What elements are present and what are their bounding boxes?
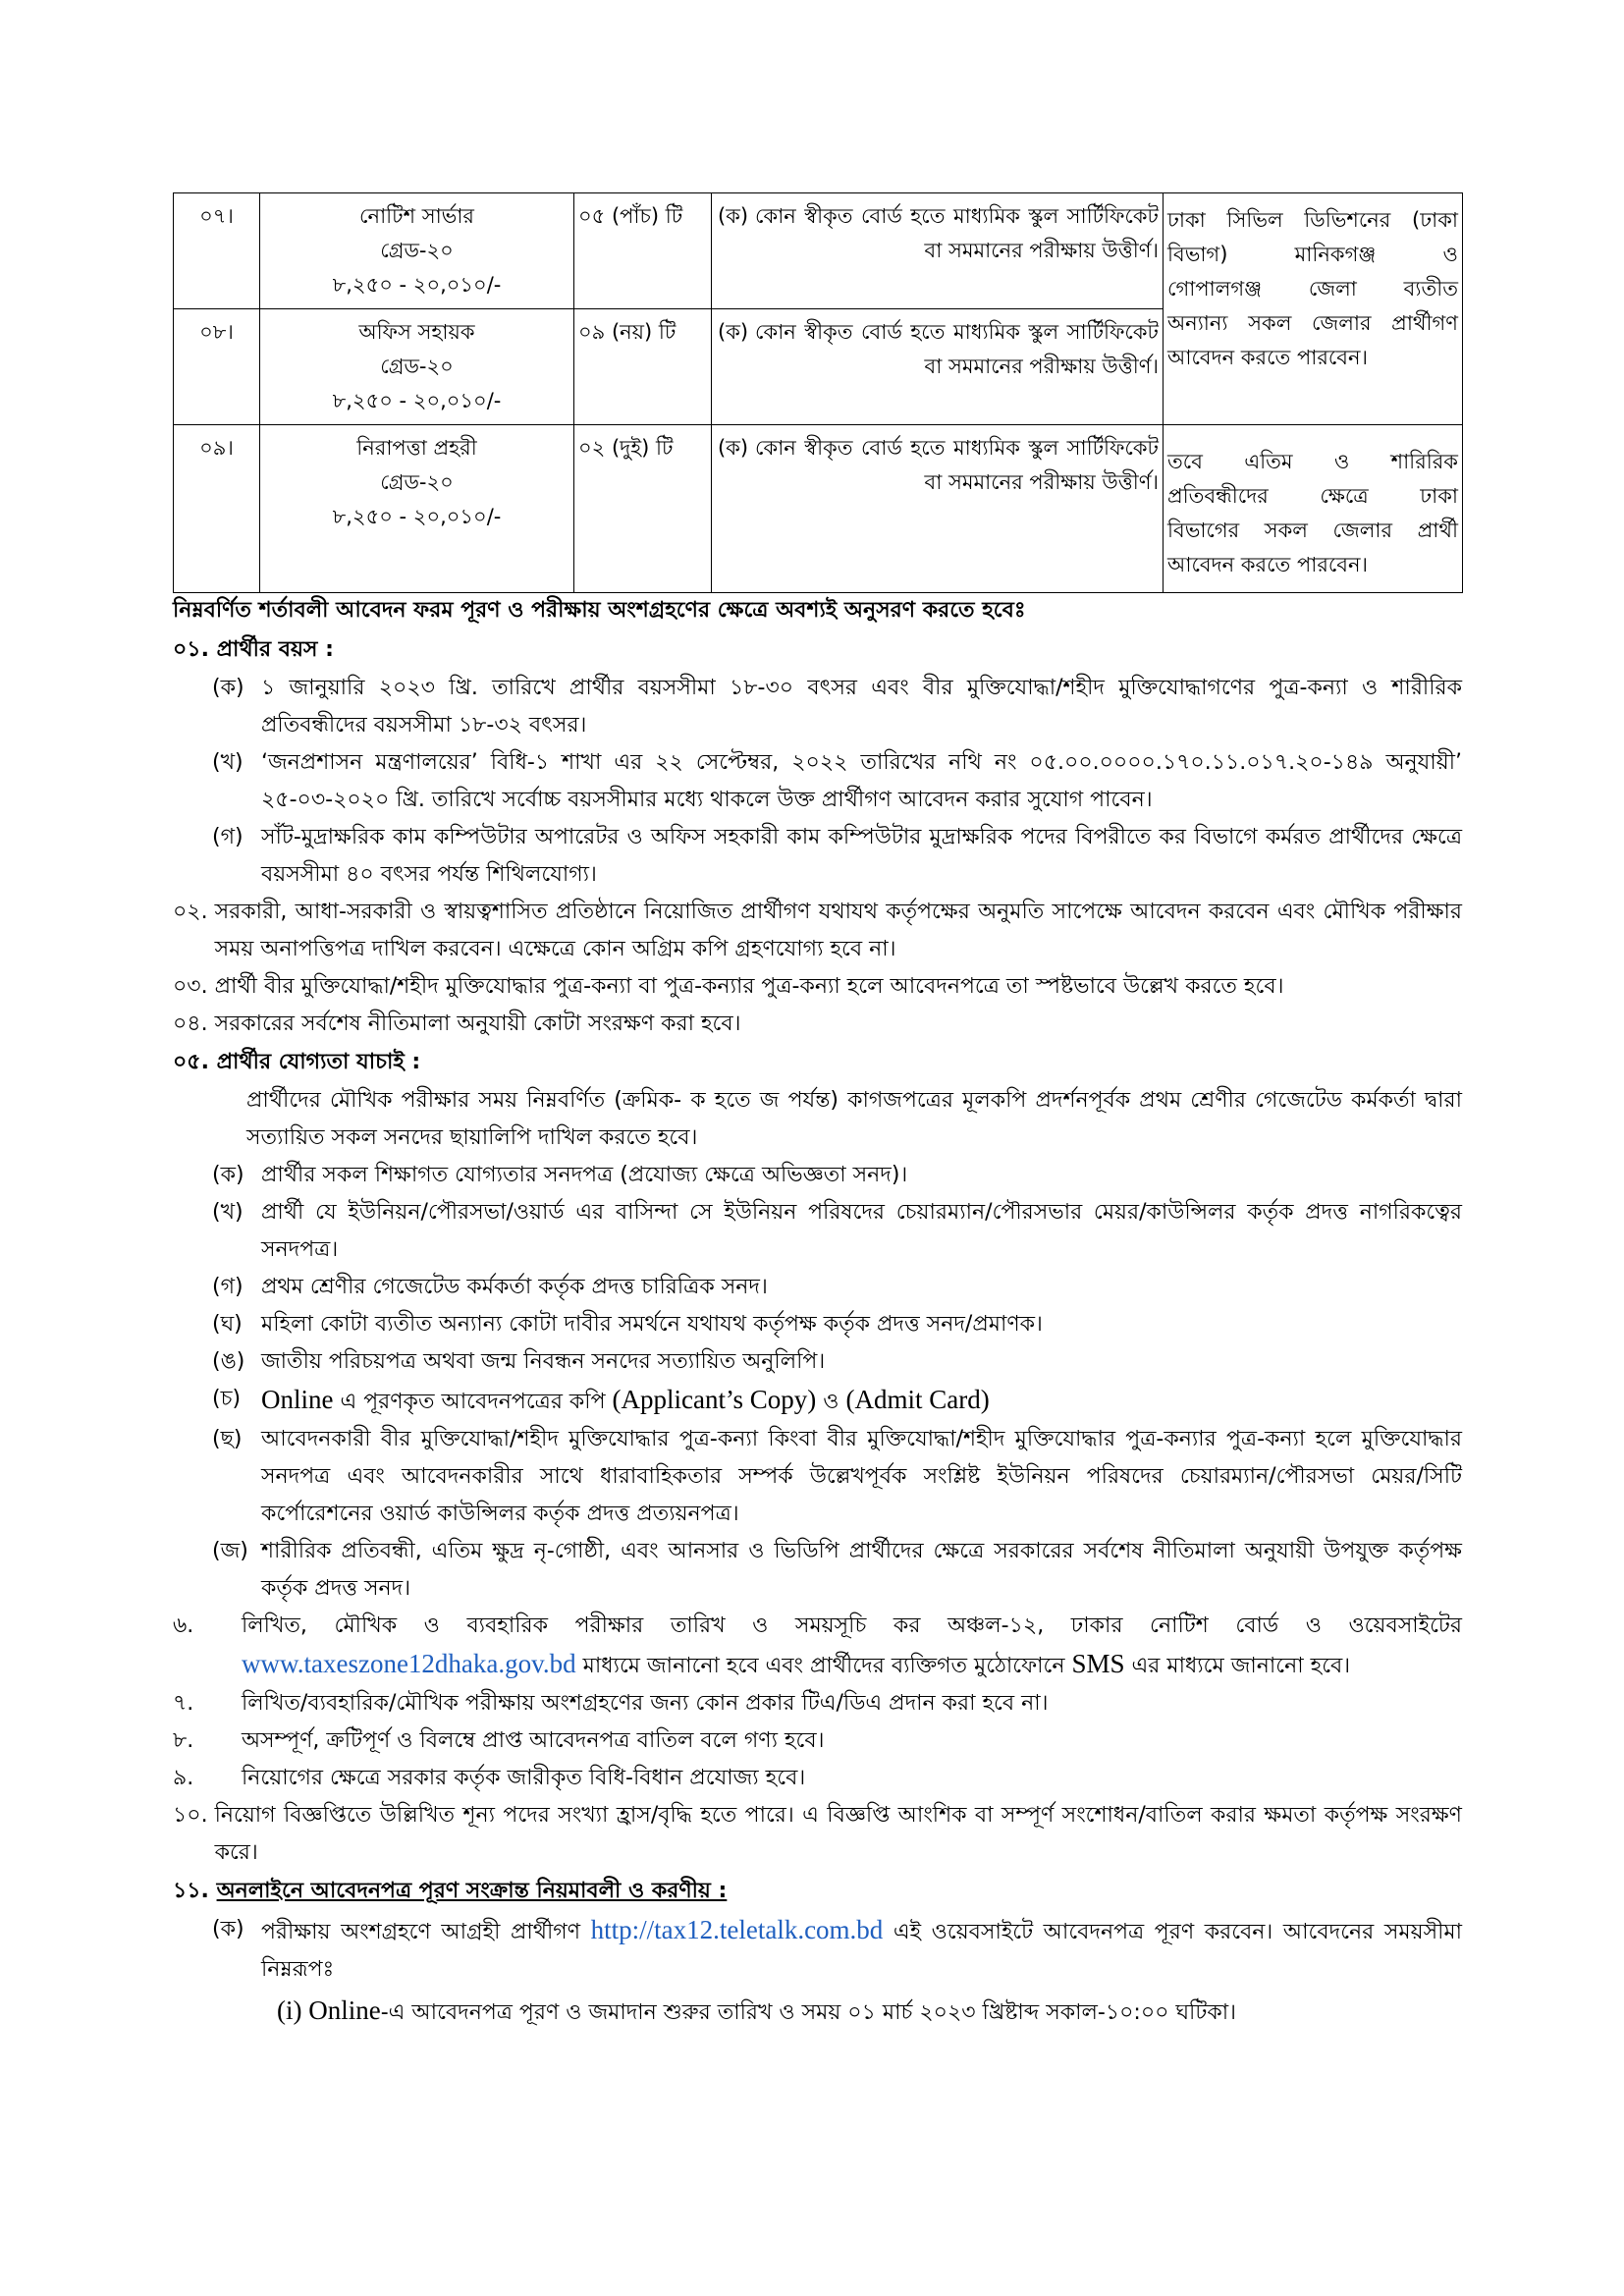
- item-marker: (ছ): [212, 1427, 243, 1451]
- post-cell: [260, 309, 574, 425]
- item-text: পরীক্ষায় অংশগ্রহণে আগ্রহী প্রার্থীগণ http://tax12.teletalk.com.bd এই ওয়েবসাইটে আবেদনপত্র পূরণ করবেন। আবেদনের সময়সীমা নিম্নরূপঃ: [261, 1915, 1462, 1982]
- district-note-line: বিভাগের সকল জেলার প্রার্থী: [1167, 519, 1458, 542]
- item-marker: ১০.: [173, 1803, 215, 1828]
- list-item: [173, 1533, 1462, 1608]
- item-text: লিখিত, মৌখিক ও ব্যবহারিক পরীক্ষার তারিখ ও সময়সূচি কর অঞ্চল-১২, ঢাকার নোটিশ বোর্ড ও ওয়েবসাইটের www.taxeszone12dhaka.gov.bd মাধ্যমে জানানো হবে এবং প্রার্থীদের ব্যক্তিগত মুঠোফোনে SMS এর মাধ্যমে জানানো হবে।: [242, 1613, 1462, 1678]
- item-text: সাঁট-মুদ্রাক্ষরিক কাম কম্পিউটার অপারেটর ও অফিস সহকারী কাম কম্পিউটার মুদ্রাক্ষরিক পদের বিপরীতে কর বিভাগে কর্মরত প্রার্থীদের ক্ষেত্রে বয়সসীমা ৪০ বৎসর পর্যন্ত শিথিলযোগ্য।: [261, 825, 1462, 887]
- condition-item: [173, 1685, 1462, 1722]
- list-item: [173, 670, 1462, 744]
- list-item: [173, 1421, 1462, 1533]
- item-text: আবেদনকারী বীর মুক্তিযোদ্ধা/শহীদ মুক্তিযোদ্ধার পুত্র-কন্যা কিংবা বীর মুক্তিযোদ্ধা/শহীদ মুক্তিযোদ্ধার পুত্র-কন্যার পুত্র-কন্যা হলে মুক্তিযোদ্ধার সনদপত্র এবং আবেদনকারীর সাথে ধারাবাহিকতার সম্পর্ক উল্লেখপূর্বক সংশ্লিষ্ট ইউনিয়ন পরিষদের চেয়ারম্যান/পৌরসভা মেয়র/সিটি কর্পোরেশনের ওয়ার্ড কাউন্সিলর কর্তৃক প্রদত্ত প্রত্যয়নপত্র।: [261, 1427, 1462, 1526]
- conditions-heading: নিম্নবর্ণিত শর্তাবলী আবেদন ফরম পূরণ ও পরীক্ষায় অংশগ্রহণের ক্ষেত্রে অবশ্যই অনুসরণ করতে হবেঃ: [173, 598, 1026, 623]
- condition-item: [173, 1797, 1462, 1872]
- list-item: [173, 1381, 1462, 1421]
- district-note-line: আবেদন করতে পারবেন।: [1167, 553, 1369, 576]
- district-note-cell: [1164, 425, 1463, 593]
- post-name: অফিস সহায়ক: [358, 320, 475, 344]
- qualification-cell: [712, 193, 1164, 309]
- district-note-line: ঢাকা সিভিল ডিভিশনের (ঢাকা: [1167, 208, 1458, 232]
- condition-item: [173, 1608, 1462, 1685]
- item-text: সরকারী, আধা-সরকারী ও স্বায়ত্বশাসিত প্রতিষ্ঠানে নিয়োজিত প্রার্থীগণ যথাযথ কর্তৃপক্ষের অনুমতি সাপেক্ষে আবেদন করবেন এবং মৌখিক পরীক্ষার সময় অনাপত্তিপত্র দাখিল করবেন। এক্ষেত্রে কোন অগ্রিম কপি গ্রহণযোগ্য হবে না।: [214, 900, 1462, 961]
- item-text: প্রার্থী বীর মুক্তিযোদ্ধা/শহীদ মুক্তিযোদ্ধার পুত্র-কন্যা বা পুত্র-কন্যার পুত্র-কন্যা হলে আবেদনপত্রে তা স্পষ্টভাবে উল্লেখ করতে হবে।: [214, 974, 1284, 999]
- conditions-section: [173, 591, 1462, 2035]
- item-marker: (ঙ): [212, 1349, 245, 1374]
- item-marker: ০২.: [173, 900, 215, 924]
- qualification-text: কোন স্বীকৃত বোর্ড হতে মাধ্যমিক স্কুল সার্টিফিকেট বা সমমানের পরীক্ষায় উত্তীর্ণ।: [755, 320, 1159, 378]
- item-marker: (ক): [212, 676, 244, 700]
- item-text: ‘জনপ্রশাসন মন্ত্রণালয়ের’ বিধি-১ শাখা এর ২২ সেপ্টেম্বর, ২০২২ তারিখের নথি নং ০৫.০০.০০০০.১৭০.১১.০১৭.২০-১৪৯ অনুযায়ী’ ২৫-০৩-২০২০ খ্রি. তারিখে সর্বোচ্চ বয়সসীমার মধ্যে থাকলে উক্ত প্রার্থীগণ আবেদন করার সুযোগ পাবেন।: [261, 750, 1462, 812]
- item-marker: ৮.: [173, 1728, 194, 1753]
- post-count: ০২ (দুই) টি: [574, 425, 712, 593]
- item-marker: (ক): [212, 1163, 244, 1187]
- post-salary: ৮,২৫০ - ২০,০১০/-: [332, 389, 502, 412]
- qualification-cell: [712, 309, 1164, 425]
- item-marker: (খ): [212, 1200, 244, 1225]
- posts-table: [173, 192, 1463, 593]
- list-item: [173, 1911, 1462, 1989]
- qualification-marker: (ক): [718, 204, 749, 228]
- condition-item: [173, 1722, 1462, 1760]
- serial-cell: ০৮।: [174, 309, 260, 425]
- application-site-link[interactable]: http://tax12.teletalk.com.bd: [590, 1915, 884, 1944]
- item-text: জাতীয় পরিচয়পত্র অথবা জন্ম নিবন্ধন সনদের সত্যায়িত অনুলিপি।: [261, 1349, 826, 1374]
- post-name: নিরাপত্তা প্রহরী: [356, 436, 477, 460]
- item-marker: ০৪.: [173, 1011, 215, 1036]
- district-note-line: আবেদন করতে পারবেন।: [1167, 346, 1369, 369]
- item-marker: (গ): [212, 825, 244, 849]
- post-salary: ৮,২৫০ - ২০,০১০/-: [332, 273, 502, 297]
- item-text: ১ জানুয়ারি ২০২৩ খ্রি. তারিখে প্রার্থীর বয়সসীমা ১৮-৩০ বৎসর এবং বীর মুক্তিযোদ্ধা/শহীদ মুক্তিযোদ্ধাগণের পুত্র-কন্যা ও শারীরিক প্রতিবন্ধীদের বয়সসীমা ১৮-৩২ বৎসর।: [261, 676, 1462, 738]
- district-note-line: প্রতিবন্ধীদের ক্ষেত্রে ঢাকা: [1167, 484, 1458, 508]
- section-online-title: [173, 1872, 1462, 1911]
- item-marker: (চ): [212, 1387, 242, 1411]
- list-item: [173, 744, 1462, 819]
- serial-cell: ০৯।: [174, 425, 260, 593]
- qualification-marker: (ক): [718, 320, 749, 344]
- condition-item: [173, 1006, 1462, 1043]
- item-text: Online এ পূরণকৃত আবেদনপত্রের কপি (Applicant’s Copy) ও (Admit Card): [261, 1385, 990, 1414]
- condition-item: [173, 1760, 1462, 1797]
- item-text: প্রার্থী যে ইউনিয়ন/পৌরসভা/ওয়ার্ড এর বাসিন্দা সে ইউনিয়ন পরিষদের চেয়ারম্যান/পৌরসভার মেয়র/কাউন্সিলর কর্তৃক প্রদত্ত নাগরিকত্বের সনদপত্র।: [261, 1200, 1462, 1262]
- qualification-text: কোন স্বীকৃত বোর্ড হতে মাধ্যমিক স্কুল সার্টিফিকেট বা সমমানের পরীক্ষায় উত্তীর্ণ।: [755, 204, 1159, 262]
- post-grade: গ্রেড-২০: [380, 355, 454, 378]
- qualification-cell: [712, 425, 1164, 593]
- qualification-text: কোন স্বীকৃত বোর্ড হতে মাধ্যমিক স্কুল সার্টিফিকেট বা সমমানের পরীক্ষায় উত্তীর্ণ।: [755, 436, 1159, 494]
- district-note-line: বিভাগ) মানিকগঞ্জ ও: [1167, 243, 1458, 266]
- post-salary: ৮,২৫০ - ২০,০১০/-: [332, 505, 502, 528]
- item-text: লিখিত/ব্যবহারিক/মৌখিক পরীক্ষায় অংশগ্রহণের জন্য কোন প্রকার টিএ/ডিএ প্রদান করা হবে না।: [242, 1691, 1049, 1716]
- district-note-line: অন্যান্য সকল জেলার প্রার্থীগণ: [1167, 311, 1458, 335]
- district-note-line: তবে এতিম ও শারিরিক: [1167, 450, 1458, 473]
- item-text: অনলাইনে আবেদনপত্র পূরণ সংক্রান্ত নিয়মাবলী ও করণীয় :: [216, 1879, 728, 1903]
- list-item: [173, 1269, 1462, 1306]
- serial-cell: ০৭।: [174, 193, 260, 309]
- item-text: নিয়োগ বিজ্ঞপ্তিতে উল্লিখিত শূন্য পদের সংখ্যা হ্রাস/বৃদ্ধি হতে পারে। এ বিজ্ঞপ্তি আংশিক বা সম্পূর্ণ সংশোধন/বাতিল করার ক্ষমতা কর্তৃপক্ষ সংরক্ষণ করে।: [214, 1803, 1462, 1865]
- item-marker: ০৩.: [173, 974, 215, 999]
- item-marker: (ঘ): [212, 1312, 243, 1337]
- section-age-title: ০১. প্রার্থীর বয়স :: [173, 637, 334, 662]
- eligibility-intro: প্রার্থীদের মৌখিক পরীক্ষার সময় নিম্নবর্ণিত (ক্রমিক- ক হতে জ পর্যন্ত) কাগজপত্রের মূলকপি প্রদর্শনপূর্বক প্রথম শ্রেণীর গেজেটেড কর্মকর্তা দ্বারা সত্যায়িত সকল সনদের ছায়ালিপি দাখিল করতে হবে।: [246, 1088, 1462, 1150]
- table-row: [174, 193, 1463, 309]
- item-text: অসম্পূর্ণ, ক্রটিপূর্ণ ও বিলম্বে প্রাপ্ত আবেদনপত্র বাতিল বলে গণ্য হবে।: [242, 1728, 825, 1753]
- list-item: [173, 1194, 1462, 1269]
- item-marker: (গ): [212, 1275, 244, 1299]
- post-grade: গ্রেড-২০: [380, 239, 454, 262]
- condition-item: [173, 968, 1462, 1006]
- item-marker: (জ): [212, 1539, 248, 1563]
- item-marker: ৭.: [173, 1691, 194, 1716]
- qualification-marker: (ক): [718, 436, 749, 460]
- website-link[interactable]: www.taxeszone12dhaka.gov.bd: [242, 1649, 576, 1678]
- post-cell: [260, 193, 574, 309]
- post-count: ০৯ (নয়) টি: [574, 309, 712, 425]
- item-text: শারীরিক প্রতিবন্ধী, এতিম ক্ষুদ্র নৃ-গোষ্ঠী, এবং আনসার ও ভিডিপি প্রার্থীদের ক্ষেত্রে সরকারের সর্বশেষ নীতিমালা অনুযায়ী উপযুক্ত কর্তৃপক্ষ কর্তৃক প্রদত্ত সনদ।: [261, 1539, 1462, 1601]
- item-marker: ৯.: [173, 1766, 194, 1790]
- district-note-cell: [1164, 193, 1463, 425]
- item-marker: (খ): [212, 750, 244, 775]
- post-cell: [260, 425, 574, 593]
- post-grade: গ্রেড-২০: [380, 470, 454, 494]
- list-item: [173, 1157, 1462, 1194]
- item-text: প্রার্থীর সকল শিক্ষাগত যোগ্যতার সনদপত্র (প্রযোজ্য ক্ষেত্রে অভিজ্ঞতা সনদ)।: [261, 1163, 908, 1187]
- item-text: নিয়োগের ক্ষেত্রে সরকার কর্তৃক জারীকৃত বিধি-বিধান প্রযোজ্য হবে।: [242, 1766, 806, 1790]
- post-name: নোটিশ সার্ভার: [359, 204, 474, 228]
- item-text: মহিলা কোটা ব্যতীত অন্যান্য কোটা দাবীর সমর্থনে যথাযথ কর্তৃপক্ষ কর্তৃক প্রদত্ত সনদ/প্রমাণক।: [261, 1312, 1043, 1337]
- table-row: [174, 425, 1463, 593]
- section-eligibility-title: ০৫. প্রার্থীর যোগ্যতা যাচাই :: [173, 1050, 421, 1074]
- list-item: [173, 819, 1462, 894]
- item-marker: (ক): [212, 1917, 244, 1941]
- list-item: [173, 1306, 1462, 1343]
- item-marker: ১১.: [173, 1879, 217, 1903]
- list-item: (i) Online-এ আবেদনপত্র পূরণ ও জমাদান শুরুর তারিখ ও সময় ০১ মার্চ ২০২৩ খ্রিষ্টাব্দ সকাল-১০:০০ ঘটিকা।: [277, 1995, 1236, 2025]
- condition-item: [173, 894, 1462, 968]
- post-count: ০৫ (পাঁচ) টি: [574, 193, 712, 309]
- item-marker: ৬.: [173, 1613, 194, 1638]
- list-item: [173, 1343, 1462, 1381]
- item-text: প্রথম শ্রেণীর গেজেটেড কর্মকর্তা কর্তৃক প্রদত্ত চারিত্রিক সনদ।: [261, 1275, 768, 1299]
- district-note-line: গোপালগঞ্জ জেলা ব্যতীত: [1167, 277, 1458, 301]
- item-text: সরকারের সর্বশেষ নীতিমালা অনুযায়ী কোটা সংরক্ষণ করা হবে।: [214, 1011, 741, 1036]
